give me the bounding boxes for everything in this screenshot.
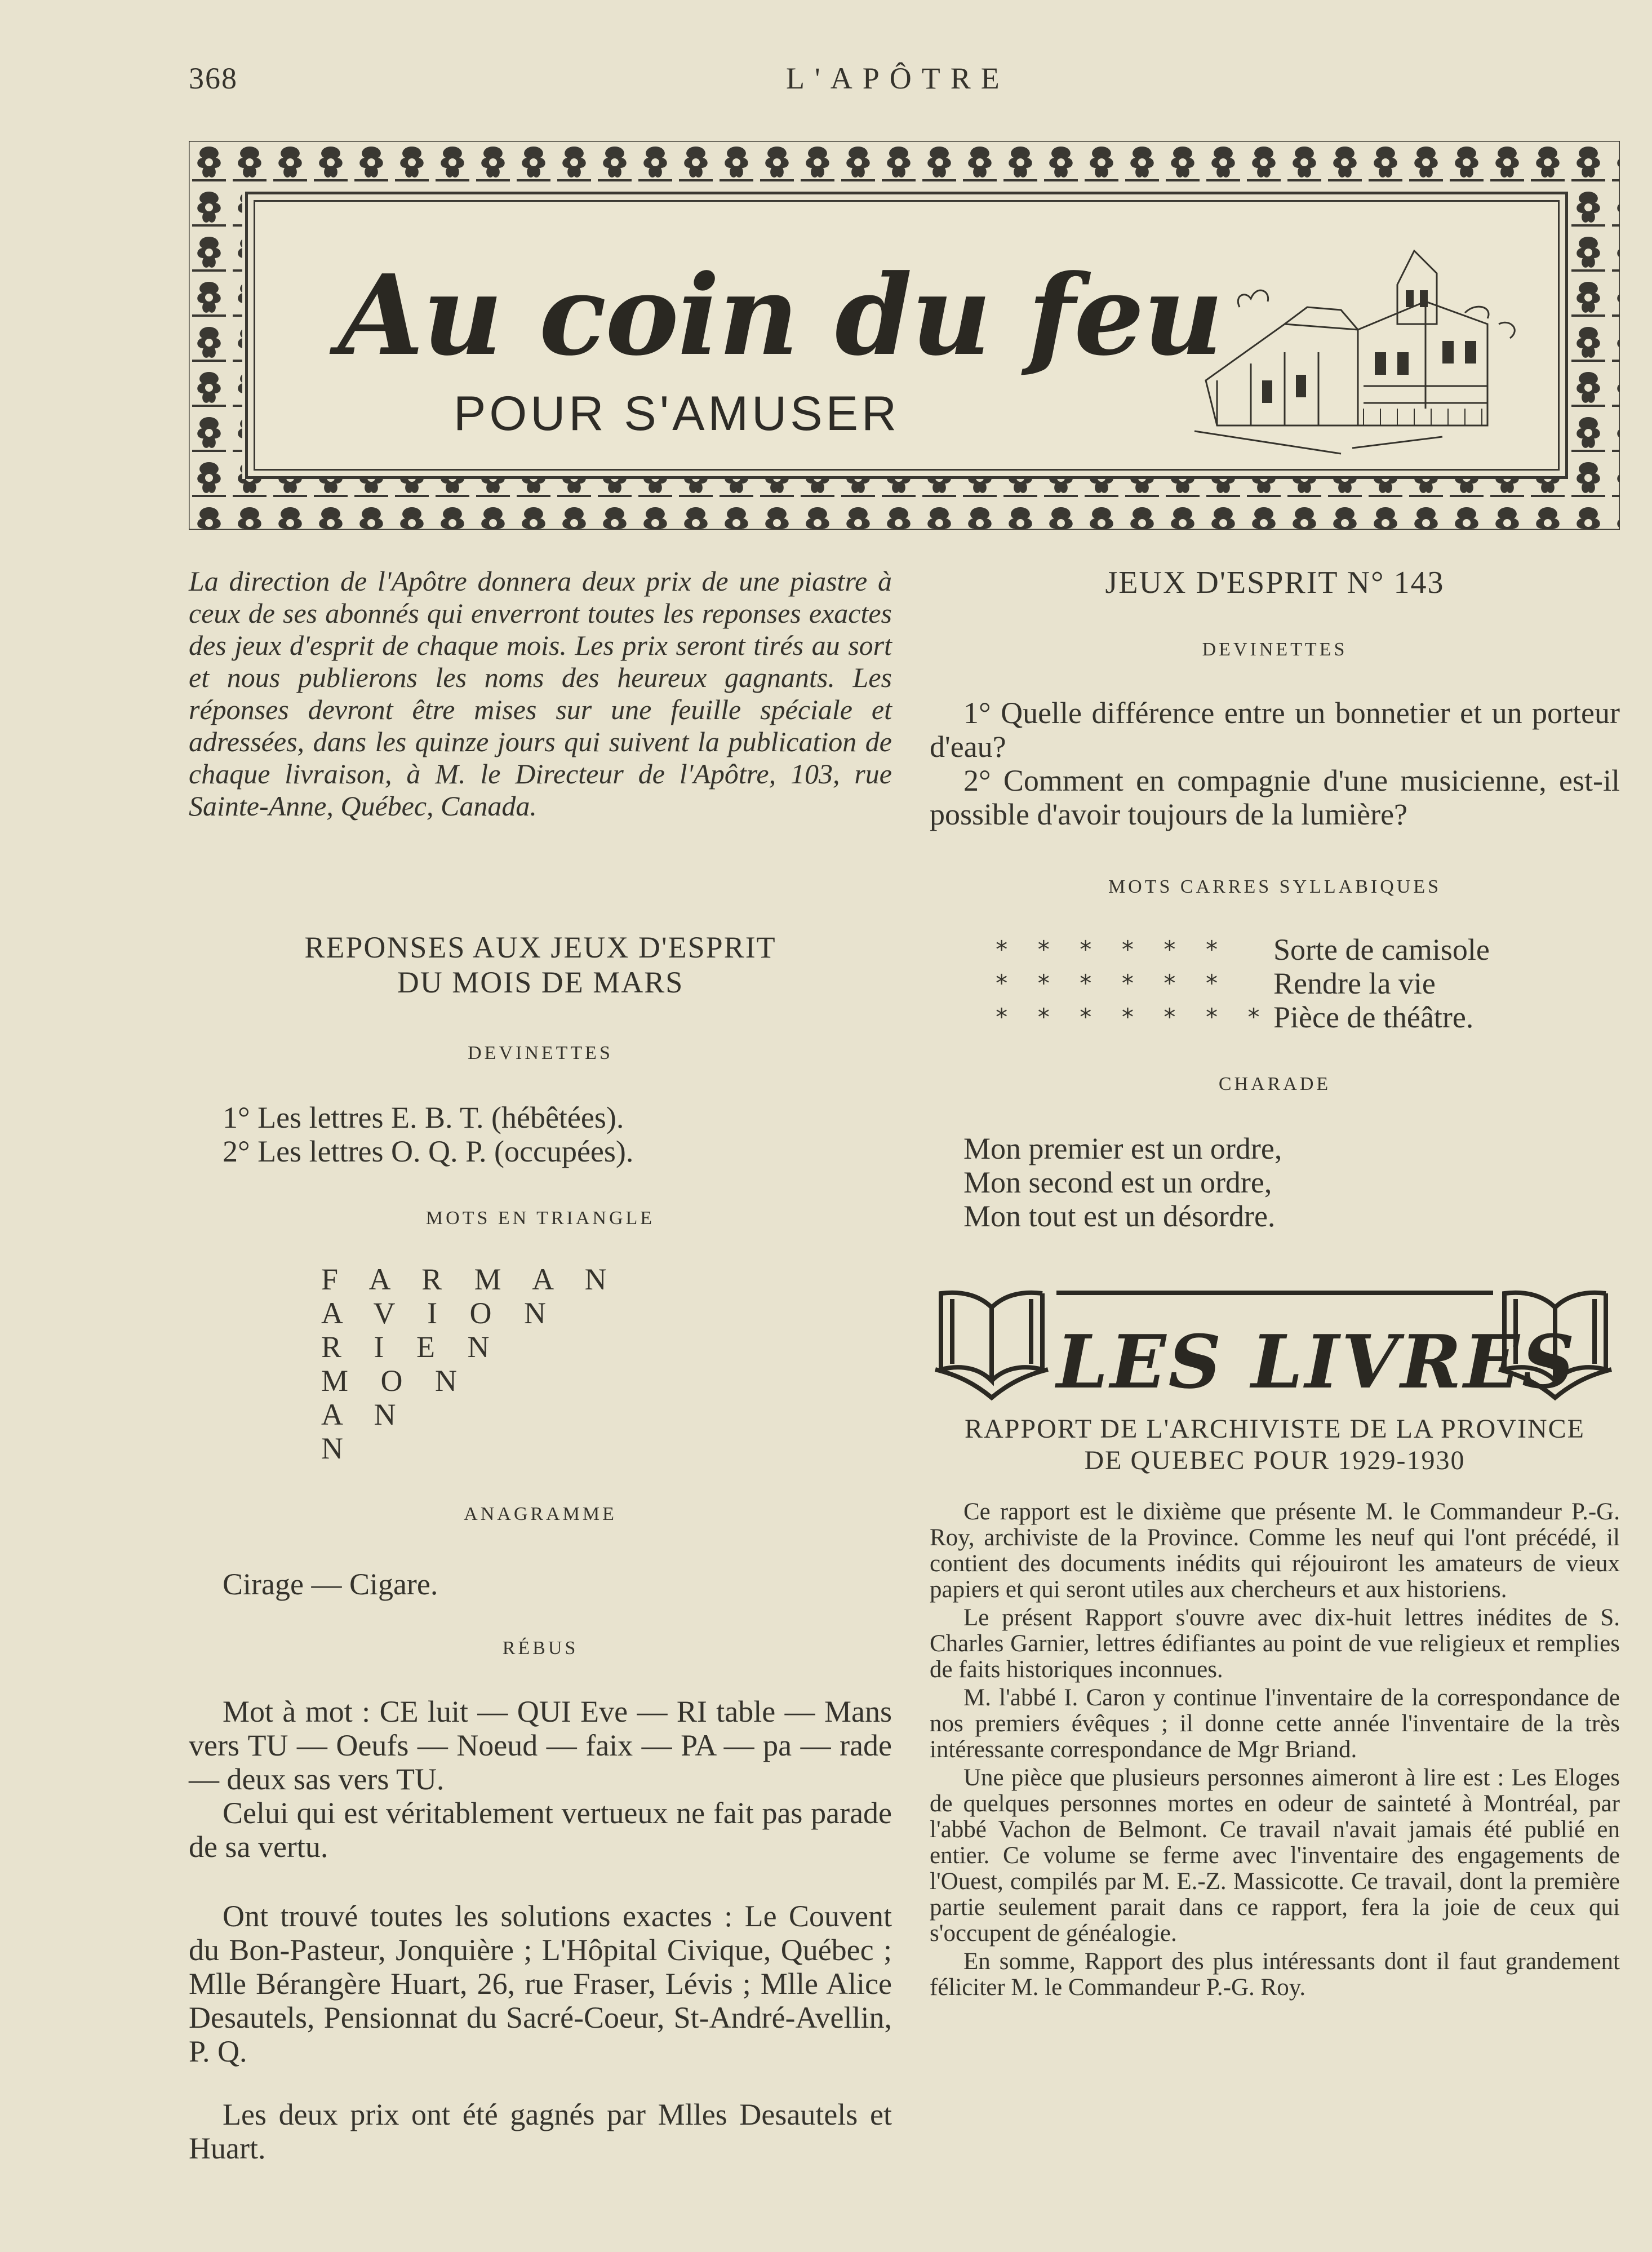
livres-paragraph: En somme, Rapport des plus intéressants dont il faut grandement féliciter M. le Commandeur P.-G. Roy. <box>930 1948 1620 2001</box>
livres-paragraph: Le présent Rapport s'ouvre avec dix-huit lettres inédites de S. Charles Garnier, lettres édifiantes au point de vue religieux et remplies de faits historiques inconnues. <box>930 1604 1620 1683</box>
banner-panel <box>245 192 1568 479</box>
winners-text: Les deux prix ont été gagnés par Mlles Desautels et Huart. <box>189 2098 892 2165</box>
banner-title: Au coin du feu <box>338 251 1223 380</box>
livres-banner <box>930 1285 1620 1409</box>
open-book-icon <box>930 1285 1059 1409</box>
banner-subtitle: POUR S'AMUSER <box>454 387 900 441</box>
answers-devinettes-list <box>223 1101 633 1168</box>
clue-cell: Pièce de théâtre. <box>1273 1000 1474 1034</box>
rebus-block <box>189 1695 892 1864</box>
question-item: 2° Comment en compagnie d'une musicienne, est-il possible d'avoir toujours de la lumière? <box>930 764 1620 831</box>
triangle-row: M O N <box>321 1364 470 1398</box>
livres-title: LES LIVRES <box>1056 1319 1577 1405</box>
triangle-row: N <box>321 1431 356 1465</box>
livres-paragraph: Ce rapport est le dixième que présente M. le Commandeur P.-G. Roy, archiviste de la Province. Comme les neuf qui l'ont précédé, il contient des documents inédits qui réjouiront les amateurs de vieux papiers et qui seront utiles aux chercheurs et aux historiens. <box>930 1499 1620 1603</box>
triangle-row: A V I O N <box>321 1296 559 1330</box>
charade-label: CHARADE <box>1218 1074 1331 1094</box>
clue-cell: Rendre la vie <box>1273 967 1436 1000</box>
question-item: 1° Quelle différence entre un bonnetier et un porteur d'eau? <box>930 696 1620 764</box>
table-row <box>994 967 1490 1000</box>
list-item: 2° Les lettres O. Q. P. (occupées). <box>223 1134 634 1168</box>
triangle-row: A N <box>321 1398 408 1431</box>
jeux-questions <box>930 696 1620 831</box>
answers-heading <box>189 930 892 1000</box>
carres-label: MOTS CARRES SYLLABIQUES <box>1108 876 1442 897</box>
word-triangle <box>321 1262 619 1465</box>
answers-heading-line2: DU MOIS DE MARS <box>397 965 684 999</box>
livres-paragraph: Une pièce que plusieurs personnes aimeront à lire est : Les Eloges de quelques personnes mortes en odeur de sainteté à Montréal, par l'abbé Vachon de Belmont. Ce travail n'avait jamais été publié en entier. Ce volume se ferme avec l'inventaire des engagements de l'Ouest, compilés par M. E.-Z. Massicotte. Ce travail, dont la première partie seulement parait dans ce rapport, fera la joie de ceux qui s'occupent de généalogie. <box>930 1765 1620 1947</box>
livres-heading-line1: RAPPORT DE L'ARCHIVISTE DE LA PROVINCE <box>965 1414 1585 1444</box>
stars-cell: * * * * * * <box>994 936 1226 963</box>
stars-cell: * * * * * * <box>994 969 1226 997</box>
triangle-row: F A R M A N <box>321 1262 619 1296</box>
livres-rule <box>1056 1291 1493 1295</box>
stars-cell: * * * * * * * <box>994 1003 1268 1031</box>
charade-line: Mon premier est un ordre, <box>963 1132 1282 1165</box>
table-row <box>994 933 1490 967</box>
jeux-heading: JEUX D'ESPRIT N° 143 <box>1105 565 1445 600</box>
livres-body <box>930 1499 1620 2003</box>
open-book-icon <box>1493 1285 1623 1409</box>
answers-heading-line1: REPONSES AUX JEUX D'ESPRIT <box>304 930 776 964</box>
livres-paragraph: M. l'abbé I. Caron y continue l'inventaire de la correspondance de nos premiers évêques ; il donne cette année l'inventaire de la très intéressante correspondance de Mgr Briand. <box>930 1684 1620 1763</box>
rebus-solution: Celui qui est véritablement vertueux ne fait pas parade de sa vertu. <box>189 1796 892 1864</box>
charade-line: Mon second est un ordre, <box>963 1165 1272 1199</box>
solvers-paragraph <box>189 1899 892 2068</box>
anagram-answer: Cirage — Cigare. <box>223 1567 438 1601</box>
list-item: 1° Les lettres E. B. T. (hébêtées). <box>223 1101 624 1134</box>
livres-heading <box>930 1413 1620 1477</box>
carres-table <box>994 933 1490 1034</box>
table-row <box>994 1000 1490 1034</box>
triangle-label: MOTS EN TRIANGLE <box>425 1208 655 1229</box>
solvers-text: Ont trouvé toutes les solutions exactes : Le Couvent du Bon-Pasteur, Jonquière ; L'Hôpital Civique, Québec ; Mlle Bérangère Huart, 26, rue Fraser, Lévis ; Mlle Alice Desautels, Pensionnat du Sacré-Coeur, St-André-Avellin, P. Q. <box>189 1899 892 2068</box>
clue-cell: Sorte de camisole <box>1273 933 1490 967</box>
page-number: 368 <box>189 61 238 95</box>
rebus-label: RÉBUS <box>502 1638 579 1659</box>
rebus-line: Mot à mot : CE luit — QUI Eve — RI table — Mans vers TU — Oeufs — Noeud — faix — PA — pa — rade — deux sas vers TU. <box>189 1695 892 1796</box>
charade-line: Mon tout est un désordre. <box>963 1199 1276 1233</box>
intro-notice: La direction de l'Apôtre donnera deux prix de une piastre à ceux de ses abonnés qui enverront toutes les reponses exactes des jeux d'esprit de chaque mois. Les prix seront tirés au sort et nous publierons les noms des heureux gagnants. Les réponses devront être mises sur une feuille spéciale et adressées, dans les quinze jours qui suivent la publication de chaque livraison, à M. le Directeur de l'Apôtre, 103, rue Sainte-Anne, Québec, Canada. <box>189 565 892 822</box>
house-drawing-icon <box>1172 240 1549 465</box>
jeux-devinettes-label: DEVINETTES <box>1202 639 1348 660</box>
answers-devinettes-label: DEVINETTES <box>468 1043 613 1063</box>
livres-heading-line2: DE QUEBEC POUR 1929-1930 <box>1084 1446 1466 1475</box>
journal-title: L'APÔTRE <box>786 61 1010 95</box>
charade-text <box>963 1132 1282 1233</box>
anagram-label: ANAGRAMME <box>464 1504 617 1524</box>
winners-paragraph <box>189 2098 892 2165</box>
triangle-row: R I E N <box>321 1330 502 1364</box>
banner <box>189 141 1620 530</box>
